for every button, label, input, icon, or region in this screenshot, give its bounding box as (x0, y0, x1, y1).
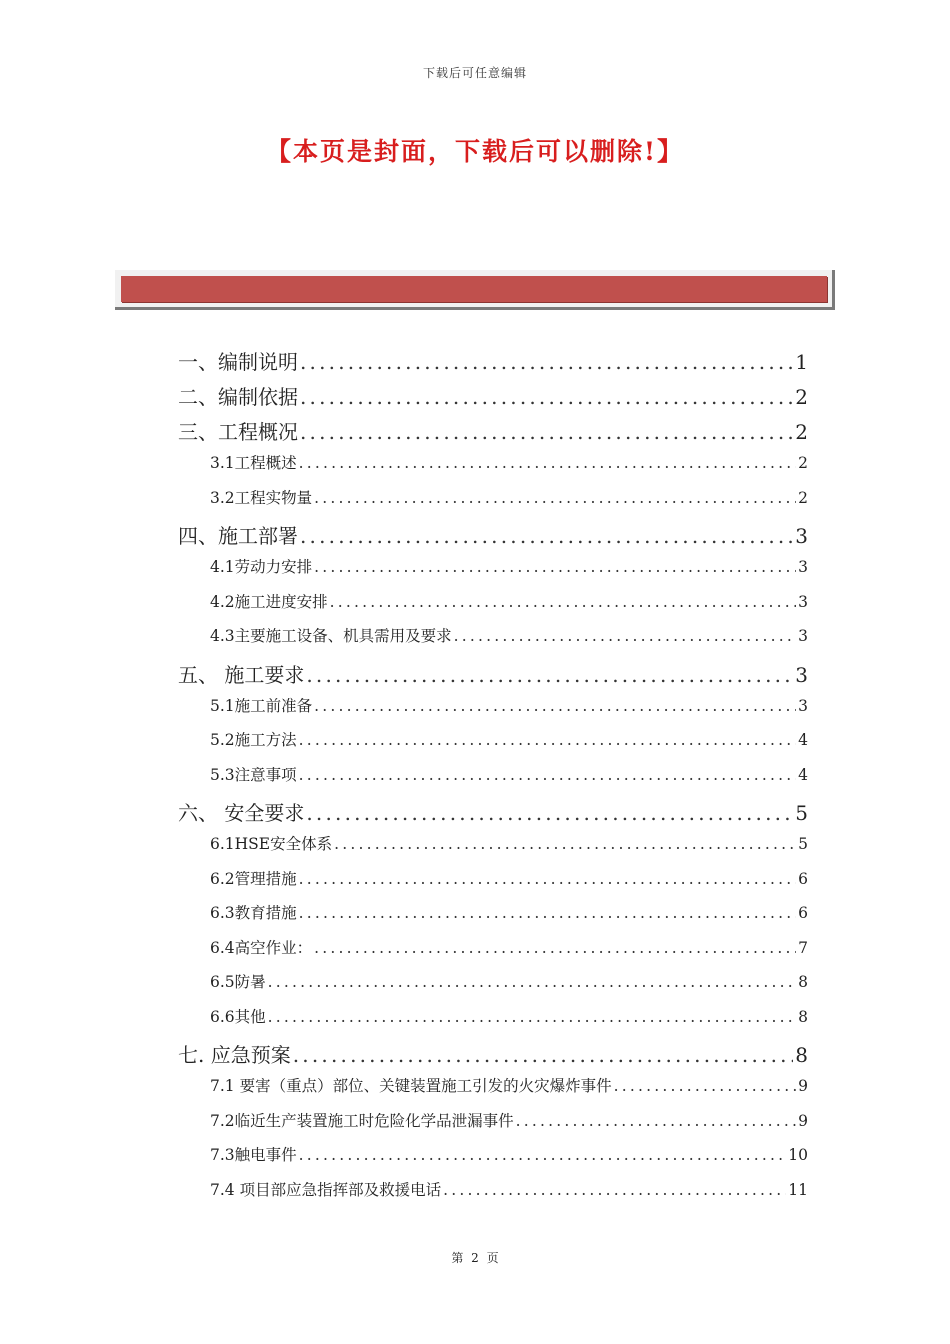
toc-dot-leader (268, 1008, 796, 1026)
toc-subsection-entry[interactable] (178, 624, 808, 659)
toc-entry-title: 六、 安全要求 (178, 801, 305, 825)
toc-entry-page: 8 (798, 1007, 808, 1026)
toc-subsection-entry[interactable] (178, 936, 808, 971)
toc-entry-title: 三、工程概况 (178, 420, 298, 444)
toc-entry-page: 3 (795, 662, 808, 687)
toc-dot-leader (300, 420, 793, 444)
title-banner-bar (121, 276, 827, 302)
toc-entry-page: 5 (798, 835, 808, 853)
toc-dot-leader (330, 593, 796, 611)
toc-dot-leader (334, 835, 796, 853)
toc-dot-leader (516, 1112, 796, 1130)
toc-dot-leader (314, 558, 796, 576)
toc-entry-title: 4.3主要施工设备、机具需用及要求 (210, 627, 452, 645)
toc-entry-page: 8 (798, 973, 808, 991)
toc-entry-page: 2 (798, 488, 808, 507)
toc-entry-title: 3.1工程概述 (210, 454, 297, 472)
toc-entry-page: 11 (788, 1180, 808, 1199)
toc-dot-leader (300, 350, 793, 374)
toc-entry-title: 7.3触电事件 (210, 1146, 297, 1164)
toc-entry-page: 10 (788, 1146, 808, 1164)
page-number: 第 2 页 (451, 1251, 499, 1265)
toc-entry-page: 3 (798, 558, 808, 576)
toc-subsection-entry[interactable] (178, 590, 808, 625)
toc-entry-page: 3 (798, 696, 808, 715)
toc-entry-page: 9 (798, 1077, 808, 1095)
toc-entry-title: 6.1HSE安全体系 (210, 835, 333, 853)
toc-entry-title: 4.1劳动力安排 (210, 558, 313, 576)
toc-dot-leader (299, 904, 796, 922)
toc-dot-leader (268, 973, 796, 991)
toc-entry-title: 6.2管理措施 (210, 869, 297, 888)
toc-dot-leader (614, 1077, 797, 1095)
toc-subsection-entry[interactable] (178, 763, 808, 798)
toc-subsection-entry[interactable] (178, 451, 808, 486)
toc-subsection-entry[interactable] (178, 486, 808, 521)
toc-entry-title: 七. 应急预案 (178, 1043, 291, 1067)
toc-entry-title: 6.4高空作业： (210, 938, 313, 957)
toc-entry-page: 6 (798, 869, 808, 888)
toc-entry-title: 7.1 要害（重点）部位、关键装置施工引发的火灾爆炸事件 (210, 1077, 612, 1095)
toc-entry-page: 3 (798, 592, 808, 611)
toc-entry-title: 3.2工程实物量 (210, 488, 313, 507)
toc-entry-page: 4 (798, 765, 808, 784)
toc-entry-page: 2 (795, 420, 808, 444)
toc-entry-page: 2 (795, 385, 808, 409)
toc-section-entry[interactable] (178, 659, 808, 694)
toc-entry-title: 二、编制依据 (178, 385, 298, 409)
toc-subsection-entry[interactable] (178, 555, 808, 590)
toc-section-entry[interactable] (178, 381, 808, 416)
toc-dot-leader (299, 731, 796, 749)
toc-dot-leader (454, 627, 796, 645)
toc-entry-title: 五、 施工要求 (178, 662, 305, 687)
toc-entry-title: 5.3注意事项 (210, 765, 297, 784)
toc-subsection-entry[interactable] (178, 901, 808, 936)
toc-dot-leader (314, 939, 796, 957)
toc-dot-leader (314, 697, 796, 715)
toc-subsection-entry[interactable] (178, 1074, 808, 1109)
toc-subsection-entry[interactable] (178, 694, 808, 729)
toc-entry-page: 3 (798, 627, 808, 645)
table-of-contents (178, 346, 808, 1212)
toc-section-entry[interactable] (178, 797, 808, 832)
toc-entry-title: 6.6其他 (210, 1007, 266, 1026)
toc-section-entry[interactable] (178, 346, 808, 381)
toc-entry-page: 9 (798, 1111, 808, 1130)
toc-entry-title: 5.1施工前准备 (210, 696, 313, 715)
toc-dot-leader (299, 766, 796, 784)
toc-entry-page: 7 (798, 938, 808, 957)
toc-subsection-entry[interactable] (178, 1005, 808, 1040)
toc-entry-title: 6.5防暑 (210, 973, 266, 991)
toc-dot-leader (299, 1146, 787, 1164)
toc-entry-title: 6.3教育措施 (210, 904, 297, 922)
toc-subsection-entry[interactable] (178, 1143, 808, 1178)
toc-subsection-entry[interactable] (178, 832, 808, 867)
toc-entry-title: 4.2施工进度安排 (210, 592, 328, 611)
toc-dot-leader (306, 663, 793, 687)
toc-entry-title: 四、施工部署 (178, 524, 298, 548)
toc-entry-page: 6 (798, 904, 808, 922)
toc-entry-title: 5.2施工方法 (210, 731, 297, 749)
toc-entry-page: 8 (795, 1043, 808, 1067)
title-banner (115, 270, 835, 310)
toc-dot-leader (299, 870, 796, 888)
toc-entry-page: 1 (795, 350, 808, 374)
toc-subsection-entry[interactable] (178, 1178, 808, 1213)
toc-section-entry[interactable] (178, 1039, 808, 1074)
toc-entry-page: 4 (798, 731, 808, 749)
toc-dot-leader (443, 1181, 786, 1199)
toc-entry-title: 7.4 项目部应急指挥部及救援电话 (210, 1180, 442, 1199)
toc-entry-page: 2 (798, 454, 808, 472)
toc-section-entry[interactable] (178, 416, 808, 451)
cover-notice: 【本页是封面，下载后可以删除!】 (266, 137, 684, 166)
header-note: 下载后可任意编辑 (422, 66, 527, 80)
toc-dot-leader (314, 489, 796, 507)
toc-subsection-entry[interactable] (178, 1109, 808, 1144)
toc-section-entry[interactable] (178, 520, 808, 555)
toc-subsection-entry[interactable] (178, 867, 808, 902)
toc-entry-title: 一、编制说明 (178, 350, 298, 374)
toc-dot-leader (293, 1043, 794, 1067)
toc-entry-title: 7.2临近生产装置施工时危险化学品泄漏事件 (210, 1111, 514, 1130)
toc-dot-leader (306, 801, 793, 825)
toc-subsection-entry[interactable] (178, 970, 808, 1005)
toc-entry-page: 5 (795, 801, 808, 825)
toc-subsection-entry[interactable] (178, 728, 808, 763)
toc-dot-leader (299, 454, 796, 472)
toc-dot-leader (300, 385, 793, 409)
toc-dot-leader (300, 524, 793, 548)
toc-entry-page: 3 (795, 524, 808, 548)
